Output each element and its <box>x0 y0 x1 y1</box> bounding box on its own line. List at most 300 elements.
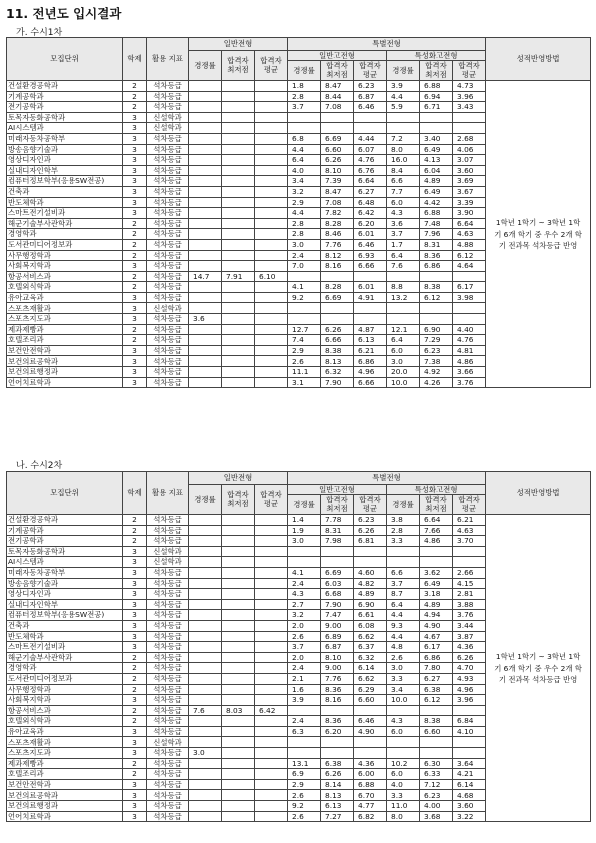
general-avg-cell <box>255 748 288 759</box>
spec-hs-avg-cell: 4.86 <box>453 356 486 367</box>
general-min-cell <box>222 663 255 674</box>
gen-hs-avg-cell: 6.21 <box>354 345 387 356</box>
spec-hs-avg-cell: 3.67 <box>453 186 486 197</box>
gen-hs-rate-cell <box>288 557 321 568</box>
header-gen-hs: 일반고전형 <box>288 485 387 495</box>
dept-name-cell: 영상디자인과 <box>7 589 123 600</box>
general-min-cell <box>222 631 255 642</box>
spec-hs-min-cell <box>420 271 453 282</box>
gen-hs-avg-cell <box>354 112 387 123</box>
gen-hs-avg-cell: 6.82 <box>354 811 387 822</box>
spec-hs-min-cell: 7.96 <box>420 229 453 240</box>
general-rate-cell <box>189 197 222 208</box>
system-cell: 2 <box>123 239 147 250</box>
spec-hs-min-cell: 3.40 <box>420 133 453 144</box>
system-cell: 2 <box>123 769 147 780</box>
spec-hs-min-cell: 8.38 <box>420 716 453 727</box>
spec-hs-avg-cell: 6.14 <box>453 779 486 790</box>
spec-hs-rate-cell: 6.4 <box>387 250 420 261</box>
use-metric-cell: 석차등급 <box>147 769 189 780</box>
system-cell: 3 <box>123 314 147 325</box>
gen-hs-rate-cell: 2.9 <box>288 345 321 356</box>
system-cell: 2 <box>123 335 147 346</box>
spec-hs-rate-cell <box>387 271 420 282</box>
system-cell: 3 <box>123 620 147 631</box>
spec-hs-rate-cell: 4.4 <box>387 631 420 642</box>
system-cell: 3 <box>123 144 147 155</box>
general-rate-cell: 7.6 <box>189 705 222 716</box>
gen-hs-avg-cell: 6.46 <box>354 102 387 113</box>
general-rate-cell <box>189 642 222 653</box>
system-cell: 3 <box>123 748 147 759</box>
system-cell: 3 <box>123 292 147 303</box>
gen-hs-avg-cell: 4.90 <box>354 726 387 737</box>
spec-hs-min-cell <box>420 123 453 134</box>
spec-hs-rate-cell: 3.3 <box>387 673 420 684</box>
general-rate-cell <box>189 292 222 303</box>
use-metric-cell: 석차등급 <box>147 515 189 526</box>
system-cell: 3 <box>123 367 147 378</box>
gen-hs-min-cell <box>321 705 354 716</box>
general-rate-cell <box>189 716 222 727</box>
spec-hs-rate-cell: 8.0 <box>387 811 420 822</box>
spec-hs-rate-cell: 3.0 <box>387 663 420 674</box>
gen-hs-rate-cell: 6.4 <box>288 155 321 166</box>
spec-hs-rate-cell: 8.4 <box>387 165 420 176</box>
spec-hs-avg-cell: 4.21 <box>453 769 486 780</box>
gen-hs-min-cell: 6.69 <box>321 133 354 144</box>
spec-hs-avg-cell: 4.68 <box>453 790 486 801</box>
gen-hs-min-cell: 6.13 <box>321 801 354 812</box>
use-metric-cell: 석차등급 <box>147 250 189 261</box>
spec-hs-min-cell: 8.36 <box>420 250 453 261</box>
system-cell: 2 <box>123 324 147 335</box>
gen-hs-min-cell <box>321 271 354 282</box>
gen-hs-avg-cell: 6.07 <box>354 144 387 155</box>
general-rate-cell <box>189 123 222 134</box>
gen-hs-min-cell <box>321 546 354 557</box>
spec-hs-min-cell: 6.88 <box>420 81 453 92</box>
dept-name-cell: 사회복지학과 <box>7 261 123 272</box>
general-rate-cell <box>189 261 222 272</box>
general-min-cell <box>222 642 255 653</box>
general-min-cell <box>222 684 255 695</box>
gen-hs-min-cell: 6.38 <box>321 758 354 769</box>
general-avg-cell <box>255 779 288 790</box>
dept-name-cell: 제과제빵과 <box>7 758 123 769</box>
spec-hs-avg-cell: 3.90 <box>453 208 486 219</box>
general-rate-cell <box>189 620 222 631</box>
spec-hs-min-cell <box>420 303 453 314</box>
dept-name-cell: 스마트전기설비과 <box>7 642 123 653</box>
gen-hs-rate-cell: 4.0 <box>288 165 321 176</box>
gen-hs-avg-cell: 4.77 <box>354 801 387 812</box>
general-min-cell <box>222 123 255 134</box>
gen-hs-rate-cell: 3.0 <box>288 536 321 547</box>
spec-hs-rate-cell: 3.6 <box>387 218 420 229</box>
gen-hs-rate-cell: 2.6 <box>288 790 321 801</box>
dept-name-cell: 호텔조리과 <box>7 769 123 780</box>
use-metric-cell: 석차등급 <box>147 578 189 589</box>
spec-hs-min-cell <box>420 314 453 325</box>
general-min-cell <box>222 345 255 356</box>
gen-hs-min-cell: 7.98 <box>321 536 354 547</box>
spec-hs-min-cell: 4.42 <box>420 197 453 208</box>
spec-hs-rate-cell: 4.3 <box>387 208 420 219</box>
general-avg-cell <box>255 335 288 346</box>
gen-hs-rate-cell: 6.8 <box>288 133 321 144</box>
use-metric-cell: 석차등급 <box>147 144 189 155</box>
header-special: 특별전형 <box>288 38 486 51</box>
gen-hs-rate-cell: 2.8 <box>288 229 321 240</box>
spec-hs-min-cell: 6.71 <box>420 102 453 113</box>
gen-hs-avg-cell: 6.01 <box>354 282 387 293</box>
use-metric-cell: 석차등급 <box>147 218 189 229</box>
general-rate-cell <box>189 144 222 155</box>
spec-hs-min-cell: 4.89 <box>420 599 453 610</box>
gen-hs-avg-cell: 6.13 <box>354 335 387 346</box>
general-avg-cell <box>255 525 288 536</box>
dept-name-cell: 실내디자인학부 <box>7 599 123 610</box>
gen-hs-avg-cell <box>354 546 387 557</box>
gen-hs-avg-cell: 6.23 <box>354 515 387 526</box>
general-min-cell <box>222 811 255 822</box>
general-rate-cell <box>189 663 222 674</box>
spec-hs-min-cell: 6.27 <box>420 673 453 684</box>
use-metric-cell: 석차등급 <box>147 536 189 547</box>
system-cell: 2 <box>123 91 147 102</box>
spec-hs-avg-cell <box>453 546 486 557</box>
general-avg-cell <box>255 123 288 134</box>
system-cell: 3 <box>123 303 147 314</box>
spec-hs-avg-cell <box>453 123 486 134</box>
general-rate-cell: 14.7 <box>189 271 222 282</box>
gen-hs-avg-cell: 6.00 <box>354 769 387 780</box>
spec-hs-min-cell: 6.49 <box>420 144 453 155</box>
header-system: 학제 <box>123 472 147 515</box>
general-min-cell <box>222 303 255 314</box>
gen-hs-rate-cell: 3.0 <box>288 239 321 250</box>
spec-hs-avg-cell: 2.66 <box>453 567 486 578</box>
use-metric-cell: 석차등급 <box>147 367 189 378</box>
use-metric-cell: 석차등급 <box>147 652 189 663</box>
gen-hs-min-cell: 7.39 <box>321 176 354 187</box>
system-cell: 3 <box>123 599 147 610</box>
spec-hs-min-cell: 8.31 <box>420 239 453 250</box>
general-avg-cell <box>255 261 288 272</box>
gen-hs-rate-cell: 1.8 <box>288 81 321 92</box>
spec-hs-avg-cell: 4.63 <box>453 525 486 536</box>
general-rate-cell <box>189 652 222 663</box>
general-avg-cell <box>255 801 288 812</box>
dept-name-cell: AI시스템과 <box>7 123 123 134</box>
general-rate-cell <box>189 578 222 589</box>
general-min-cell <box>222 91 255 102</box>
spec-hs-min-cell: 7.12 <box>420 779 453 790</box>
system-cell: 3 <box>123 112 147 123</box>
gen-hs-avg-cell: 4.76 <box>354 155 387 166</box>
system-cell: 2 <box>123 716 147 727</box>
gen-hs-rate-cell: 3.9 <box>288 695 321 706</box>
spec-hs-avg-cell: 3.96 <box>453 91 486 102</box>
gen-hs-rate-cell: 2.9 <box>288 197 321 208</box>
header-use: 활용 지표 <box>147 38 189 81</box>
dept-name-cell: 보건안전학과 <box>7 779 123 790</box>
gen-hs-rate-cell <box>288 748 321 759</box>
general-rate-cell <box>189 81 222 92</box>
gen-hs-min-cell: 8.13 <box>321 356 354 367</box>
gen-hs-rate-cell: 2.4 <box>288 716 321 727</box>
general-min-cell <box>222 546 255 557</box>
spec-hs-min-cell: 4.13 <box>420 155 453 166</box>
general-rate-cell <box>189 515 222 526</box>
general-rate-cell <box>189 208 222 219</box>
use-metric-cell: 석차등급 <box>147 748 189 759</box>
gen-hs-avg-cell <box>354 705 387 716</box>
gen-hs-min-cell: 6.03 <box>321 578 354 589</box>
use-metric-cell: 석차등급 <box>147 102 189 113</box>
use-metric-cell: 석차등급 <box>147 758 189 769</box>
gen-hs-min-cell: 8.31 <box>321 525 354 536</box>
gen-hs-avg-cell: 6.64 <box>354 176 387 187</box>
general-rate-cell: 3.6 <box>189 314 222 325</box>
header-dept: 모집단위 <box>7 472 123 515</box>
gen-hs-rate-cell: 2.0 <box>288 620 321 631</box>
gen-hs-avg-cell: 6.61 <box>354 610 387 621</box>
general-avg-cell <box>255 620 288 631</box>
system-cell: 2 <box>123 536 147 547</box>
gen-hs-rate-cell <box>288 314 321 325</box>
gen-hs-min-cell: 8.16 <box>321 261 354 272</box>
system-cell: 2 <box>123 525 147 536</box>
gen-hs-avg-cell: 6.32 <box>354 652 387 663</box>
general-avg-cell <box>255 197 288 208</box>
dept-name-cell: 컴퓨터정보학부(응용SW전공) <box>7 176 123 187</box>
use-metric-cell: 신설학과 <box>147 303 189 314</box>
header-min: 합격자 최저점 <box>321 61 354 81</box>
general-avg-cell <box>255 557 288 568</box>
spec-hs-rate-cell: 7.6 <box>387 261 420 272</box>
dept-name-cell: 도서관미디어정보과 <box>7 673 123 684</box>
gen-hs-rate-cell: 1.4 <box>288 515 321 526</box>
gen-hs-avg-cell: 4.44 <box>354 133 387 144</box>
gen-hs-avg-cell: 6.46 <box>354 716 387 727</box>
results-table <box>6 471 591 822</box>
gen-hs-rate-cell: 4.1 <box>288 282 321 293</box>
gen-hs-rate-cell <box>288 123 321 134</box>
gen-hs-avg-cell: 4.82 <box>354 578 387 589</box>
dept-name-cell: 경영학과 <box>7 229 123 240</box>
system-cell: 3 <box>123 578 147 589</box>
spec-hs-avg-cell: 6.64 <box>453 218 486 229</box>
general-min-cell <box>222 779 255 790</box>
general-avg-cell <box>255 726 288 737</box>
gen-hs-rate-cell: 7.4 <box>288 335 321 346</box>
dept-name-cell: 도서관미디어정보과 <box>7 239 123 250</box>
header-method: 성적반영방법 <box>486 38 591 81</box>
spec-hs-rate-cell: 3.9 <box>387 81 420 92</box>
dept-name-cell: 항공서비스과 <box>7 271 123 282</box>
general-avg-cell <box>255 81 288 92</box>
general-rate-cell <box>189 112 222 123</box>
gen-hs-rate-cell: 2.9 <box>288 779 321 790</box>
spec-hs-rate-cell: 13.2 <box>387 292 420 303</box>
spec-hs-rate-cell: 1.7 <box>387 239 420 250</box>
spec-hs-min-cell <box>420 112 453 123</box>
use-metric-cell: 신설학과 <box>147 546 189 557</box>
gen-hs-min-cell: 6.32 <box>321 367 354 378</box>
dept-name-cell: 보건안전학과 <box>7 345 123 356</box>
general-avg-cell <box>255 303 288 314</box>
section-subtitle: 가. 수시1차 <box>16 28 63 38</box>
general-avg-cell <box>255 758 288 769</box>
spec-hs-rate-cell: 3.4 <box>387 684 420 695</box>
general-avg-cell <box>255 345 288 356</box>
general-avg-cell <box>255 716 288 727</box>
dept-name-cell: 사회복지학과 <box>7 695 123 706</box>
use-metric-cell: 석차등급 <box>147 790 189 801</box>
header-min: 합격자 최저점 <box>420 61 453 81</box>
general-avg-cell <box>255 102 288 113</box>
spec-hs-avg-cell <box>453 314 486 325</box>
general-min-cell <box>222 610 255 621</box>
gen-hs-avg-cell: 6.70 <box>354 790 387 801</box>
dept-name-cell: 건설환경공학과 <box>7 81 123 92</box>
spec-hs-min-cell: 6.90 <box>420 324 453 335</box>
general-avg-cell: 6.10 <box>255 271 288 282</box>
general-min-cell <box>222 716 255 727</box>
gen-hs-avg-cell <box>354 748 387 759</box>
gen-hs-rate-cell: 2.1 <box>288 673 321 684</box>
general-min-cell <box>222 314 255 325</box>
general-rate-cell <box>189 155 222 166</box>
gen-hs-avg-cell: 6.23 <box>354 81 387 92</box>
use-metric-cell: 석차등급 <box>147 684 189 695</box>
gen-hs-avg-cell: 6.66 <box>354 377 387 388</box>
gen-hs-rate-cell: 2.6 <box>288 356 321 367</box>
general-avg-cell <box>255 578 288 589</box>
general-rate-cell <box>189 303 222 314</box>
gen-hs-rate-cell: 7.0 <box>288 261 321 272</box>
spec-hs-rate-cell: 3.7 <box>387 229 420 240</box>
spec-hs-min-cell: 6.23 <box>420 790 453 801</box>
general-rate-cell <box>189 631 222 642</box>
general-rate-cell <box>189 811 222 822</box>
spec-hs-rate-cell: 12.1 <box>387 324 420 335</box>
gen-hs-rate-cell: 9.2 <box>288 292 321 303</box>
header-general: 일반전형 <box>189 38 288 51</box>
general-avg-cell <box>255 589 288 600</box>
use-metric-cell: 석차등급 <box>147 620 189 631</box>
gen-hs-avg-cell: 6.93 <box>354 250 387 261</box>
general-rate-cell <box>189 250 222 261</box>
spec-hs-min-cell: 6.33 <box>420 769 453 780</box>
use-metric-cell: 석차등급 <box>147 133 189 144</box>
general-avg-cell <box>255 314 288 325</box>
dept-name-cell: 스포츠재활과 <box>7 303 123 314</box>
general-min-cell <box>222 282 255 293</box>
use-metric-cell: 석차등급 <box>147 155 189 166</box>
gen-hs-min-cell: 8.47 <box>321 186 354 197</box>
general-min-cell <box>222 726 255 737</box>
gen-hs-min-cell: 6.20 <box>321 726 354 737</box>
header-min: 합격자 최저점 <box>321 495 354 515</box>
dept-name-cell: 사무행정학과 <box>7 684 123 695</box>
gen-hs-avg-cell: 6.42 <box>354 208 387 219</box>
spec-hs-min-cell: 6.30 <box>420 758 453 769</box>
spec-hs-avg-cell: 3.88 <box>453 599 486 610</box>
gen-hs-avg-cell: 6.08 <box>354 620 387 631</box>
gen-hs-rate-cell: 2.4 <box>288 578 321 589</box>
general-min-cell <box>222 197 255 208</box>
spec-hs-avg-cell <box>453 271 486 282</box>
dept-name-cell: 미래자동차공학부 <box>7 133 123 144</box>
spec-hs-min-cell: 3.18 <box>420 589 453 600</box>
spec-hs-avg-cell: 3.70 <box>453 536 486 547</box>
spec-hs-rate-cell: 6.0 <box>387 345 420 356</box>
dept-name-cell: 반도체학과 <box>7 631 123 642</box>
system-cell: 3 <box>123 176 147 187</box>
spec-hs-min-cell: 8.38 <box>420 282 453 293</box>
system-cell: 2 <box>123 652 147 663</box>
general-rate-cell <box>189 367 222 378</box>
general-rate-cell <box>189 589 222 600</box>
gen-hs-min-cell: 7.27 <box>321 811 354 822</box>
use-metric-cell: 석차등급 <box>147 610 189 621</box>
general-avg-cell <box>255 282 288 293</box>
general-min-cell <box>222 144 255 155</box>
system-cell: 3 <box>123 345 147 356</box>
dept-name-cell: 호텔조리과 <box>7 335 123 346</box>
general-rate-cell <box>189 229 222 240</box>
gen-hs-rate-cell: 2.7 <box>288 599 321 610</box>
general-rate-cell <box>189 726 222 737</box>
general-rate-cell <box>189 91 222 102</box>
spec-hs-min-cell <box>420 737 453 748</box>
system-cell: 3 <box>123 377 147 388</box>
gen-hs-avg-cell <box>354 271 387 282</box>
general-min-cell <box>222 758 255 769</box>
gen-hs-min-cell: 6.89 <box>321 631 354 642</box>
general-rate-cell <box>189 695 222 706</box>
dept-name-cell: 전기공학과 <box>7 536 123 547</box>
general-min-cell: 8.03 <box>222 705 255 716</box>
use-metric-cell: 석차등급 <box>147 335 189 346</box>
spec-hs-min-cell: 6.49 <box>420 578 453 589</box>
general-min-cell <box>222 673 255 684</box>
spec-hs-avg-cell: 4.64 <box>453 261 486 272</box>
gen-hs-min-cell: 7.90 <box>321 377 354 388</box>
gen-hs-avg-cell: 4.91 <box>354 292 387 303</box>
dept-name-cell: 보건의료공학과 <box>7 790 123 801</box>
header-avg: 합격자 평균 <box>453 61 486 81</box>
header-general-rate: 경쟁률 <box>189 51 222 81</box>
general-rate-cell <box>189 525 222 536</box>
system-cell: 2 <box>123 218 147 229</box>
header-method: 성적반영방법 <box>486 472 591 515</box>
use-metric-cell: 석차등급 <box>147 324 189 335</box>
spec-hs-rate-cell: 16.0 <box>387 155 420 166</box>
spec-hs-rate-cell: 4.3 <box>387 716 420 727</box>
spec-hs-avg-cell: 3.22 <box>453 811 486 822</box>
system-cell: 2 <box>123 229 147 240</box>
spec-hs-rate-cell <box>387 314 420 325</box>
general-avg-cell <box>255 652 288 663</box>
header-rate: 경쟁률 <box>288 61 321 81</box>
use-metric-cell: 석차등급 <box>147 91 189 102</box>
dept-name-cell: 스포츠재활과 <box>7 737 123 748</box>
general-avg-cell <box>255 186 288 197</box>
